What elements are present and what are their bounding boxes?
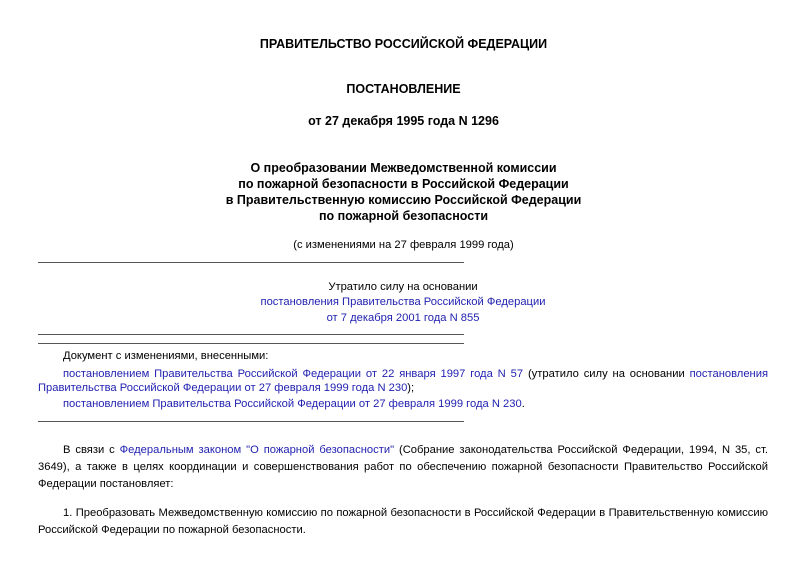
divider-1 <box>38 262 464 263</box>
amendment-link-1999[interactable]: постановлением Правительства Российской Федерации от 27 февраля 1999 года N 230 <box>63 398 522 410</box>
title-line-2: по пожарной безопасности в Российской Федерации <box>238 177 569 191</box>
changes-item-2 <box>63 398 525 410</box>
document-type: ПОСТАНОВЛЕНИЕ <box>346 82 461 96</box>
document-date-number: от 27 декабря 1995 года N 1296 <box>308 114 499 128</box>
changes-intro: Документ с изменениями, внесенными: <box>63 350 269 362</box>
changes-item-1-line-2 <box>38 382 414 394</box>
title-line-3: в Правительственную комиссию Российской Федерации <box>225 193 582 207</box>
changes-item-1-line-1 <box>38 366 768 383</box>
changes-item-2-end: . <box>521 398 525 410</box>
amendment-link-1999-part-1[interactable]: постановления <box>689 368 768 380</box>
divider-4 <box>38 421 464 422</box>
repeal-note: Утратило силу на основании <box>328 281 478 293</box>
divider-3 <box>38 343 464 344</box>
body-paragraph-2: 1. Преобразовать Межведомственную комиссию по пожарной безопасности в Российской Федерации в Правительственную комиссию Российской Федерации по пожарной безопасности. <box>38 507 768 536</box>
government-heading: ПРАВИТЕЛЬСТВО РОССИЙСКОЙ ФЕДЕРАЦИИ <box>259 37 548 51</box>
changes-item-1-mid: (утратило силу на основании <box>527 368 685 380</box>
repeal-link-line-2[interactable]: от 7 декабря 2001 года N 855 <box>326 312 480 324</box>
amendment-link-1999-part-2[interactable]: Правительства Российской Федерации от 27 февраля 1999 года N 230 <box>38 382 408 394</box>
body-paragraph-1 <box>38 442 768 493</box>
title-line-4: по пожарной безопасности <box>318 209 489 223</box>
body-paragraph-1-rest: (Собрание законодательства Российской Федерации, 1994, N 35, ст. 3649), а также в целях координации и совершенствования работ по обеспечению пожарной безопасности Правительство Российской Федерации постановляет: <box>38 444 768 490</box>
title-line-1: О преобразовании Межведомственной комиссии <box>250 161 557 175</box>
changes-item-1-end: ); <box>407 382 415 394</box>
body-paragraph-1-start: В связи с <box>63 444 115 456</box>
divider-2 <box>38 334 464 335</box>
repeal-link-line-1[interactable]: постановления Правительства Российской Федерации <box>260 296 546 308</box>
amendments-note: (с изменениями на 27 февраля 1999 года) <box>293 239 514 251</box>
amendment-link-1997[interactable]: постановлением Правительства Российской Федерации от 22 января 1997 года N 57 <box>63 368 524 380</box>
fire-safety-law-link[interactable]: Федеральным законом "О пожарной безопасности" <box>119 444 395 456</box>
